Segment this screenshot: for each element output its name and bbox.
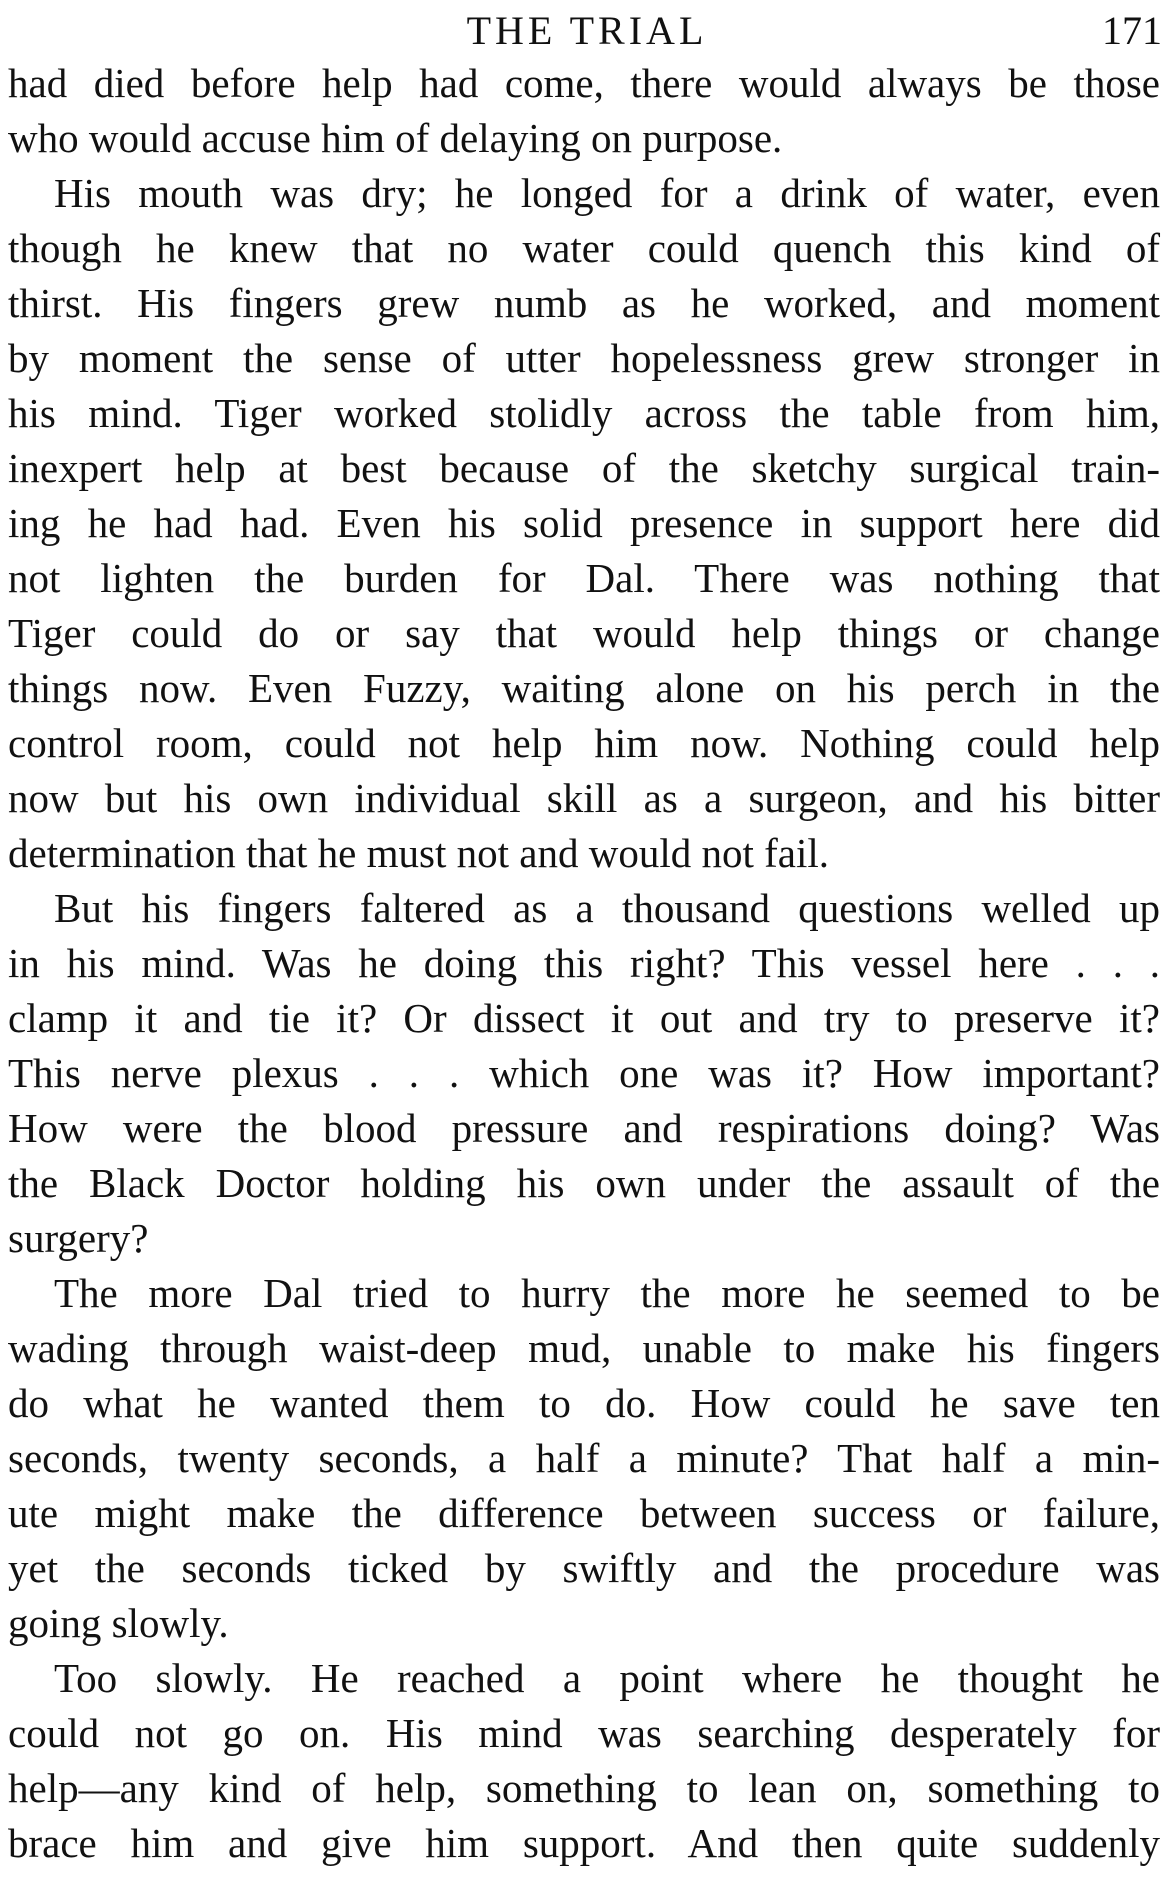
text-line: things now. Even Fuzzy, waiting alone on his perch in the [8,665,1160,711]
text-line: Tiger could do or say that would help things or change [8,610,1160,656]
running-head [12,4,1162,58]
text-line: How were the blood pressure and respirations doing? Was [8,1105,1160,1151]
text-line: determination that he must not and would not fail. [8,830,829,876]
text-line: do what he wanted them to do. How could he save ten [8,1380,1160,1426]
text-line: now but his own individual skill as a surgeon, and his bitter [8,775,1160,821]
text-line: going slowly. [8,1600,229,1646]
text-line: wading through waist-deep mud, unable to make his fingers [8,1325,1160,1371]
text-line: yet the seconds ticked by swiftly and the procedure was [8,1545,1160,1591]
text-line: control room, could not help him now. Nothing could help [8,720,1160,766]
text-line: by moment the sense of utter hopelessness grew stronger in [8,335,1160,381]
text-line: surgery? [8,1215,149,1261]
text-line: clamp it and tie it? Or dissect it out and try to preserve it? [8,995,1160,1041]
text-line: thirst. His fingers grew numb as he worked, and moment [8,280,1160,326]
text-line: Too slowly. He reached a point where he thought he [54,1655,1160,1701]
text-line: who would accuse him of delaying on purpose. [8,115,783,161]
text-line: though he knew that no water could quench this kind of [8,225,1160,271]
text-line: ute might make the difference between success or failure, [8,1490,1160,1536]
text-line: inexpert help at best because of the sketchy surgical train- [8,445,1160,491]
chapter-title: THE TRIAL [466,8,708,53]
text-line: could not go on. His mind was searching desperately for [8,1710,1160,1756]
body-text [8,56,1160,1871]
text-line: But his fingers faltered as a thousand questions welled up [54,885,1160,931]
text-line: had died before help had come, there would always be those [8,60,1160,106]
text-line: not lighten the burden for Dal. There was nothing that [8,555,1160,601]
text-line: His mouth was dry; he longed for a drink of water, even [54,170,1160,216]
text-line: help—any kind of help, something to lean on, something to [8,1765,1160,1811]
text-line: ing he had had. Even his solid presence in support here did [8,500,1160,546]
page-number: 171 [1102,8,1162,53]
text-line: the Black Doctor holding his own under the assault of the [8,1160,1160,1206]
text-line: his mind. Tiger worked stolidly across the table from him, [8,390,1160,436]
text-line: This nerve plexus . . . which one was it? How important? [8,1050,1160,1096]
text-line: seconds, twenty seconds, a half a minute? That half a min- [8,1435,1160,1481]
text-line: in his mind. Was he doing this right? This vessel here . . . [8,940,1160,986]
text-line: The more Dal tried to hurry the more he seemed to be [54,1270,1160,1316]
text-line: brace him and give him support. And then quite suddenly [8,1820,1160,1866]
